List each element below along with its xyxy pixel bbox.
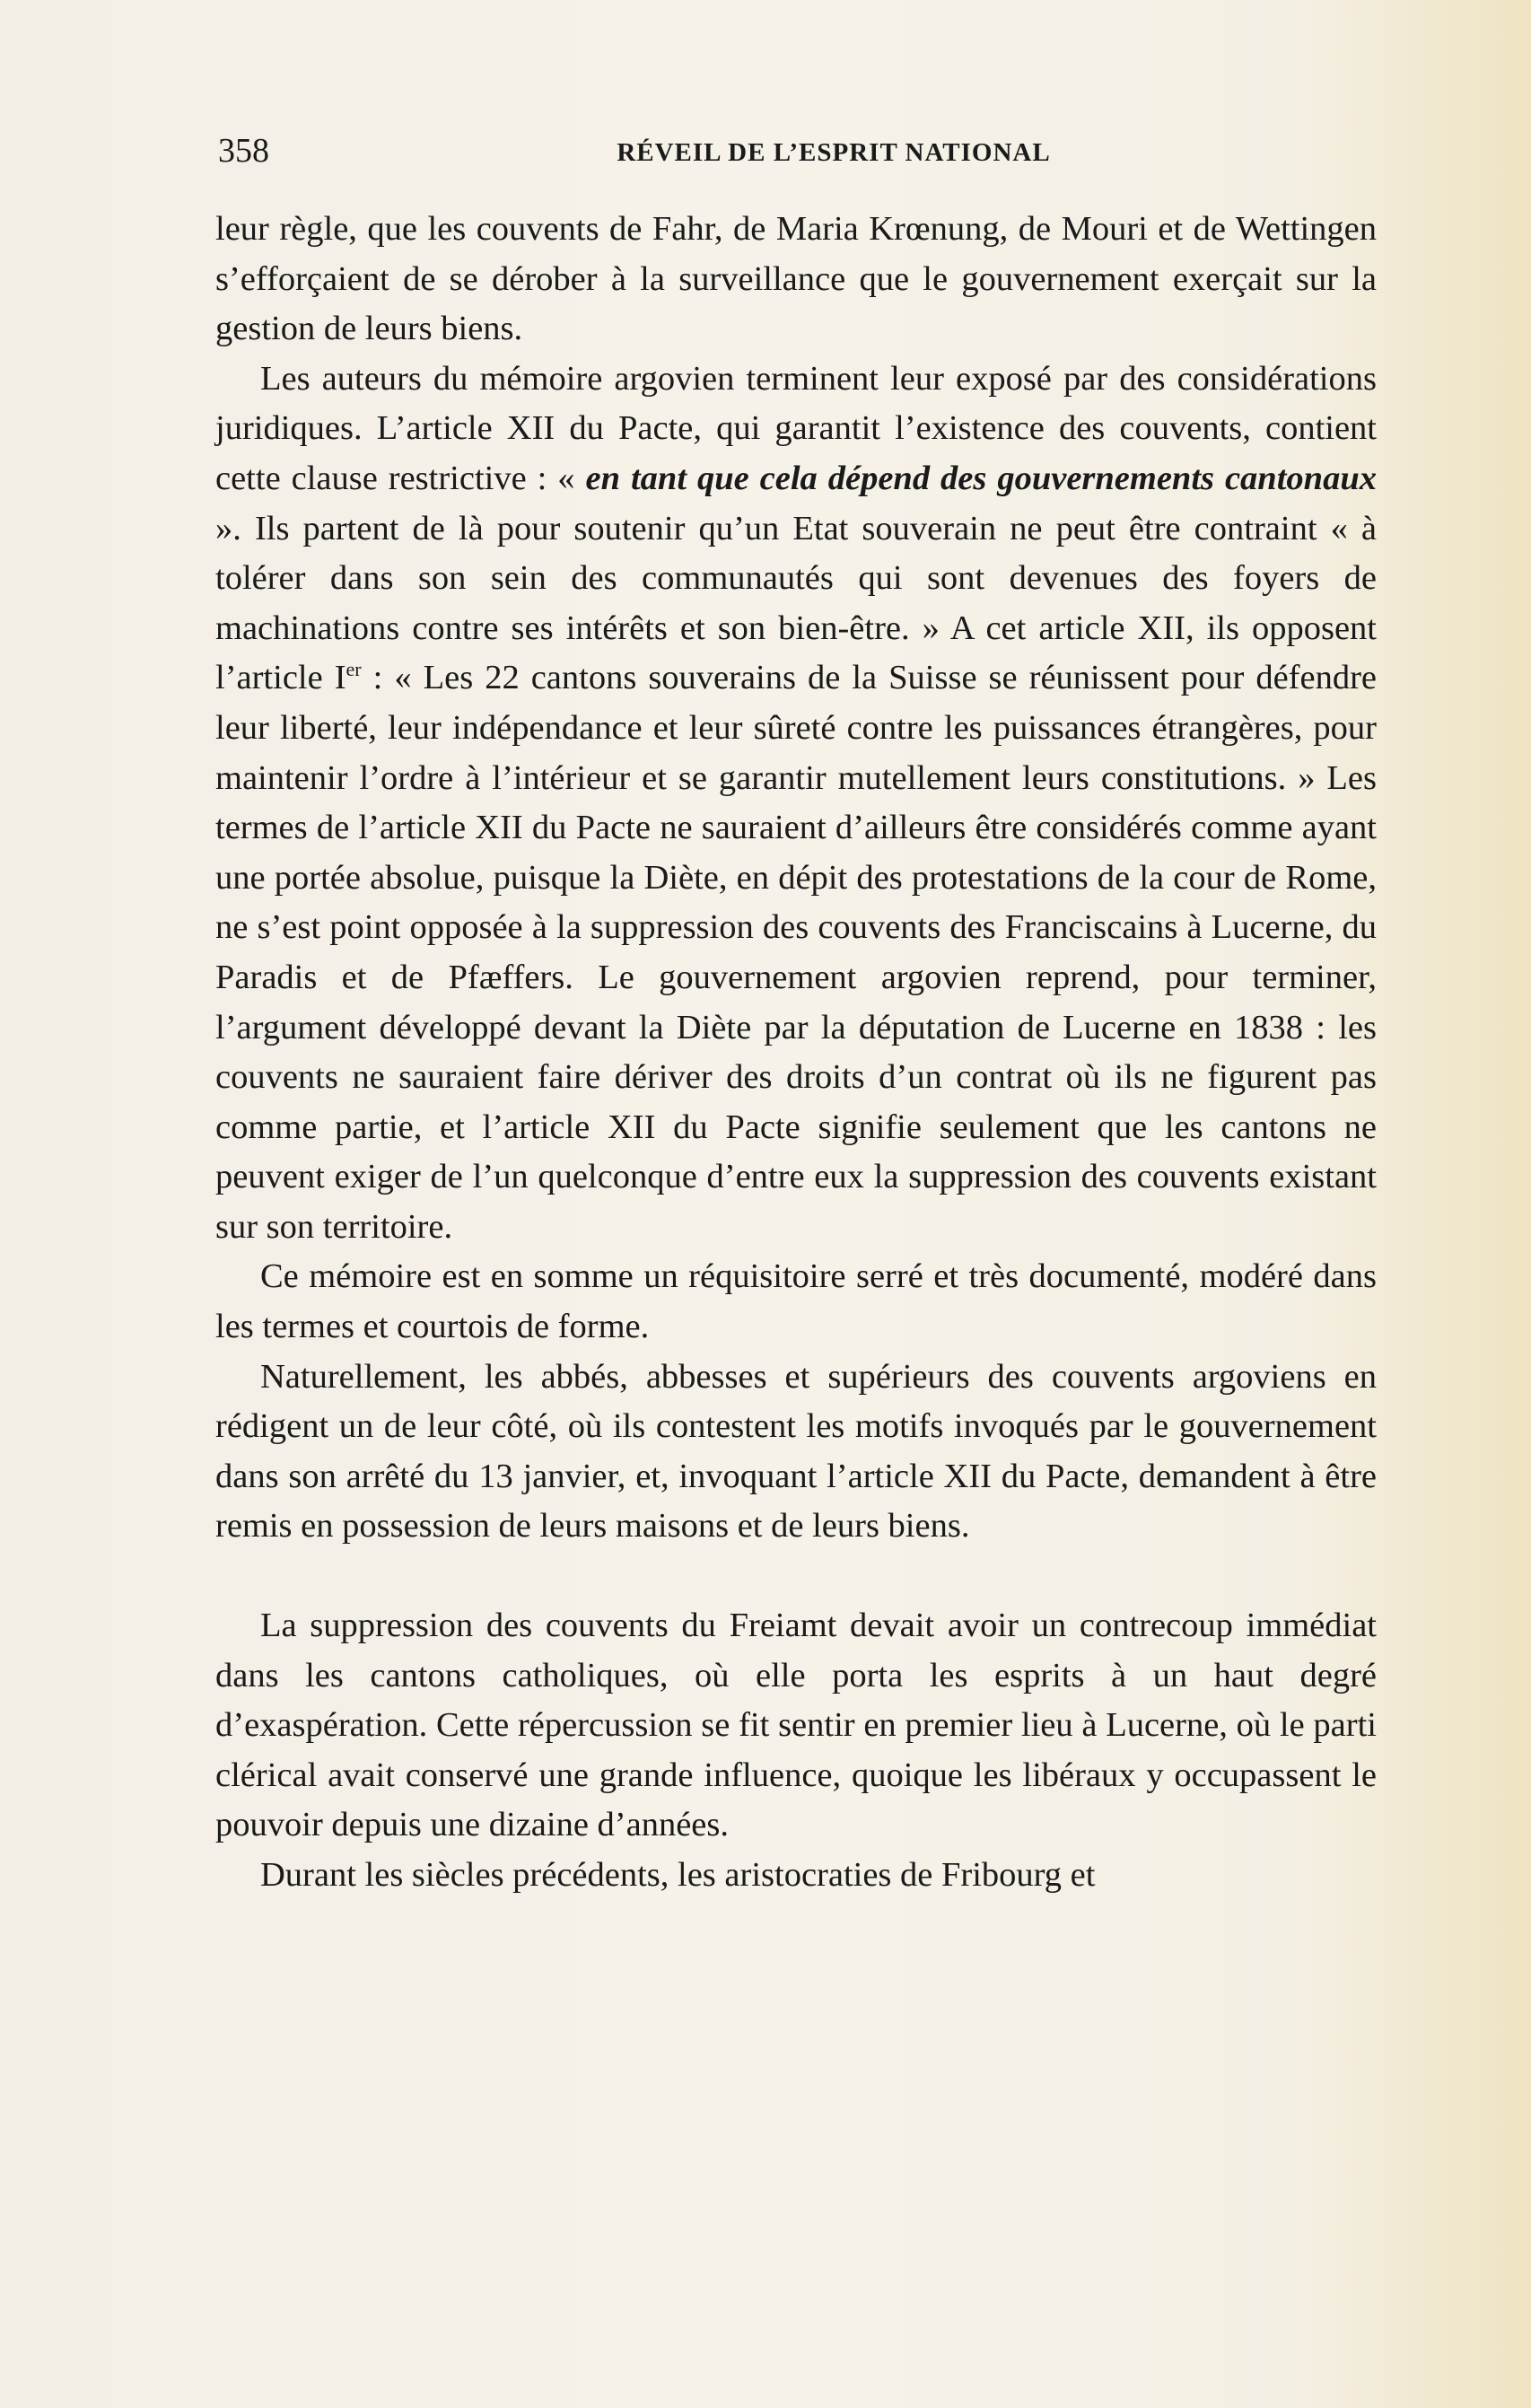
- paragraph-text: ». Ils partent de là pour soutenir qu’un Etat souverain ne peut être contraint « à tolérer dans son sein des communautés qui sont devenues des foyers de machinations contre ses intérêts et son bien-être. » A cet article XII, ils opposent l’article I: [215, 509, 1377, 697]
- running-title: RÉVEIL DE L’ESPRIT NATIONAL: [617, 138, 1051, 167]
- italic-quote: en tant que cela dépend des gouvernements cantonaux: [585, 459, 1377, 497]
- paragraph-continuation: leur règle, que les couvents de Fahr, de Maria Krœnung, de Mouri et de Wettingen s’efforçaient de se dérober à la surveillance que le gouvernement exerçait sur la gestion de leurs biens.: [215, 210, 1377, 348]
- body-text: [215, 205, 1377, 1901]
- paragraph-text: Les auteurs du mémoire argovien terminent leur exposé par des considérations juridiques. L’article XII du Pacte, qui garantit l’existence des couvents, contient cette clause restrictive : «: [215, 359, 1377, 497]
- paragraph-legal-arguments: [215, 355, 1377, 1253]
- page-number: 358: [218, 132, 269, 170]
- paragraph-memoire: Ce mémoire est en somme un réquisitoire serré et très documenté, modéré dans les termes et courtois de forme.: [215, 1257, 1377, 1346]
- page-header: [218, 128, 1378, 173]
- paragraph-centuries: Durant les siècles précédents, les aristocraties de Fribourg et: [260, 1856, 1096, 1894]
- superscript: er: [346, 658, 362, 681]
- paragraph-abbots: Naturellement, les abbés, abbesses et supérieurs des couvents argoviens en rédigent un de leur côté, où ils contestent les motifs invoqués par le gouvernement dans son arrêté du 13 janvier, et, invoquant l’article XII du Pacte, demandent à être remis en possession de leurs maisons et de leurs biens.: [215, 1357, 1377, 1545]
- paragraph-text: : « Les 22 cantons souverains de la Suisse se réunissent pour défendre leur liberté, leur indépendance et leur sûreté contre les puissances étrangères, pour maintenir l’ordre à l’intérieur et se garantir mutellement leurs constitutions. » Les termes de l’article XII du Pacte ne sauraient d’ailleurs être considérés comme ayant une portée absolue, puisque la Diète, en dépit des protestations de la cour de Rome, ne s’est point opposée à la suppression des couvents des Franciscains à Lucerne, du Paradis et de Pfæffers. Le gouvernement argovien reprend, pour terminer, l’argument développé devant la Diète par la députation de Lucerne en 1838 : les couvents ne sauraient faire dériver des droits d’un contrat où ils ne figurent pas comme partie, et l’article XII du Pacte signifie seulement que les cantons ne peuvent exiger de l’un quelconque d’entre eux la suppression des couvents existant sur son territoire.: [215, 659, 1377, 1246]
- paragraph-freiamt: La suppression des couvents du Freiamt devait avoir un contrecoup immédiat dans les cantons catholiques, où elle porta les esprits à un haut degré d’exaspération. Cette répercussion se fit sentir en premier lieu à Lucerne, où le parti clérical avait conservé une grande influence, quoique les libéraux y occupassent le pouvoir depuis une dizaine d’années.: [215, 1607, 1377, 1844]
